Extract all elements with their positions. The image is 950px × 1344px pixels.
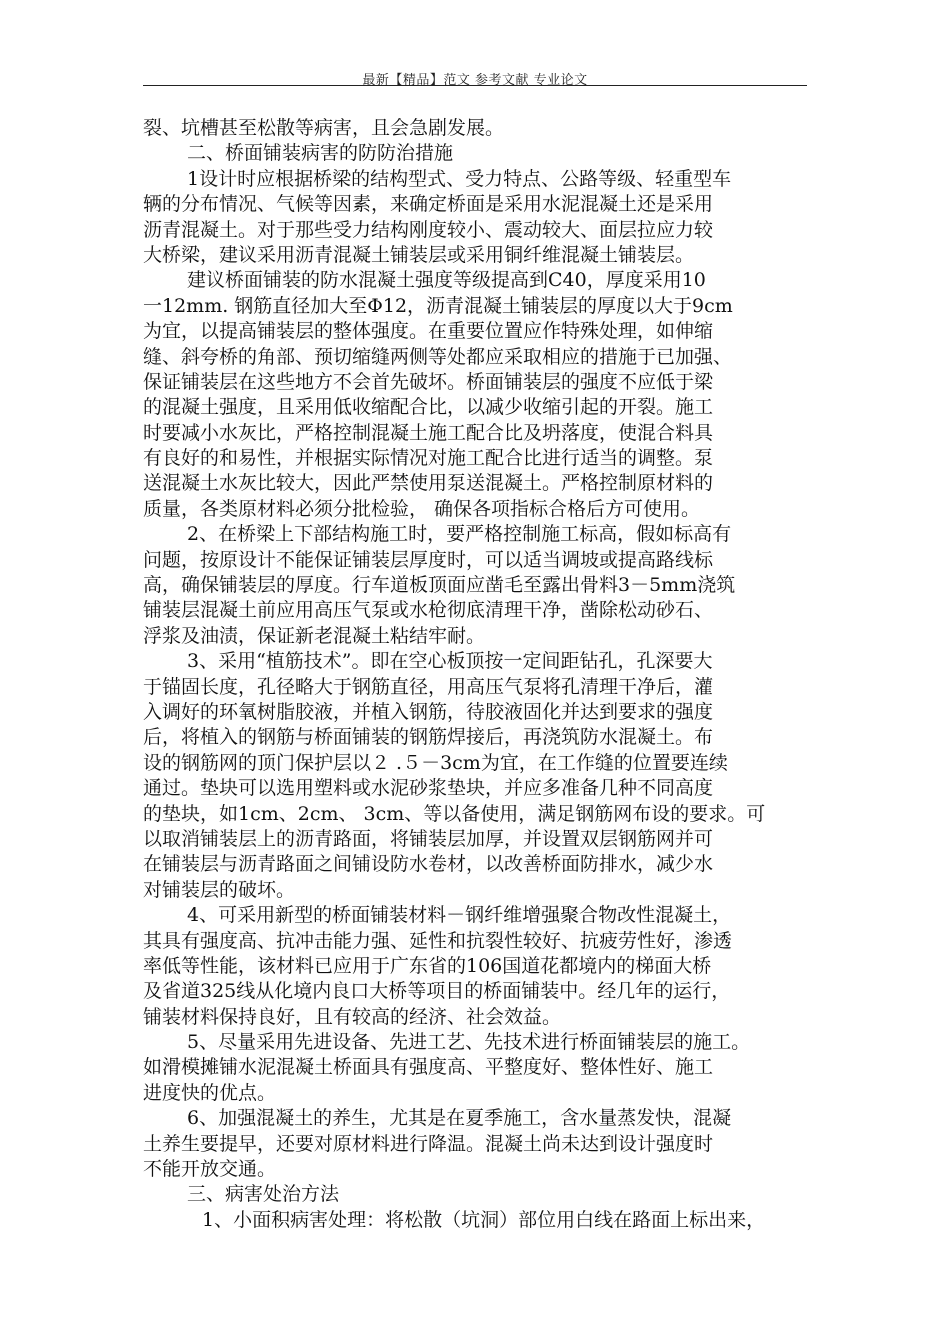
text-line: 建议桥面铺装的防水混凝土强度等级提高到C40，厚度采用10	[187, 269, 706, 292]
text-line: 时要减小水灰比，严格控制混凝土施工配合比及坍落度，使混合料具	[143, 421, 714, 444]
text-line: 以取消铺装层上的沥青路面，将铺装层加厚，并设置双层钢筋网并可	[143, 827, 714, 850]
text-line: 土养生要提早，还要对原材料进行降温。混凝土尚未达到设计强度时	[143, 1132, 714, 1155]
text-line: 1、小面积病害处理：将松散（坑洞）部位用白线在路面上标出来，	[202, 1208, 766, 1231]
text-line: 铺装材料保持良好，且有较高的经济、社会效益。	[143, 1005, 562, 1028]
text-line: 3、采用“植筋技术”。即在空心板顶按一定间距钻孔，孔深要大	[187, 650, 713, 673]
text-line: 及省道325线从化境内良口大桥等项目的桥面铺装中。经几年的运行，	[143, 980, 731, 1003]
text-line: 其具有强度高、抗冲击能力强、延性和抗裂性较好、抗疲劳性好，渗透	[143, 929, 733, 952]
text-line: 为宜，以提高铺装层的整体强度。在重要位置应作特殊处理，如伸缩	[143, 320, 714, 343]
text-line: 不能开放交通。	[143, 1158, 277, 1181]
text-line: 率低等性能，该材料已应用于广东省的106国道花都境内的梯面大桥	[143, 954, 712, 977]
text-line: 大桥梁，建议采用沥青混凝土铺装层或采用铜纤维混凝土铺装层。	[143, 243, 695, 266]
text-line: 辆的分布情况、气候等因素，来确定桥面是采用水泥混凝土还是采用	[143, 193, 714, 216]
text-line: 如滑模摊铺水泥混凝土桥面具有强度高、平整度好、整体性好、施工	[143, 1056, 714, 1079]
text-line: 有良好的和易性，并根据实际情况对施工配合比进行适当的调整。泵	[143, 447, 714, 470]
text-line: 沥青混凝土。对于那些受力结构刚度较小、震动较大、面层拉应力较	[143, 218, 714, 241]
text-line: 后，将植入的钢筋与桥面铺装的钢筋焊接后，再浇筑防水混凝土。布	[143, 726, 714, 749]
text-line: 保证铺装层在这些地方不会首先破坏。桥面铺装层的强度不应低于梁	[143, 370, 714, 393]
section-heading: 三、病害处治方法	[187, 1183, 340, 1206]
text-line: 入调好的环氧树脂胶液，并植入钢筋，待胶液固化并达到要求的强度	[143, 700, 714, 723]
header-divider	[143, 85, 807, 86]
text-line: 裂、坑槽甚至松散等病害，且会急剧发展。	[143, 117, 505, 139]
text-line: 对铺装层的破坏。	[143, 878, 296, 901]
section-heading: 二、桥面铺装病害的防防治措施	[187, 142, 454, 165]
text-line: 4、可采用新型的桥面铺装材料－钢纤维增强聚合物改性混凝土，	[187, 904, 732, 927]
text-line: 6、加强混凝土的养生，尤其是在夏季施工，含水量蒸发快，混凝	[187, 1107, 732, 1130]
text-line: 质量，各类原材料必须分批检验， 确保各项指标合格后方可使用。	[143, 497, 701, 520]
text-line: 5、尽量采用先进设备、先进工艺、先技术进行桥面铺装层的施工。	[187, 1031, 751, 1054]
text-line: 通过。垫块可以选用塑料或水泥砂浆垫块，并应多准备几种不同高度	[143, 777, 714, 800]
text-line: 1设计时应根据桥梁的结构型式、受力特点、公路等级、轻重型车	[187, 167, 732, 190]
text-line: 缝、斜夸桥的角部、预切缩缝两侧等处都应采取相应的措施于已加强、	[143, 345, 733, 368]
text-line: 浮浆及油渍，保证新老混凝土粘结牢耐。	[143, 624, 486, 647]
text-line: 设的钢筋网的顶门保护层以２ .５－3cm为宜，在工作缝的位置要连续	[143, 751, 728, 774]
body-text	[143, 116, 823, 1233]
text-line: 的混凝土强度，且采用低收缩配合比，以减少收缩引起的开裂。施工	[143, 396, 714, 419]
text-line: 铺装层混凝土前应用高压气泵或水枪彻底清理干净，凿除松动砂石、	[143, 599, 714, 622]
text-line: 进度快的优点。	[143, 1081, 277, 1104]
text-line: 高，确保铺装层的厚度。行车道板顶面应凿毛至露出骨料3－5mm浇筑	[143, 574, 736, 597]
page-header: 最新【精品】范文 参考文献 专业论文	[362, 73, 588, 88]
text-line: 在铺装层与沥青路面之间铺设防水卷材，以改善桥面防排水，减少水	[143, 853, 714, 876]
text-line: 于锚固长度，孔径略大于钢筋直径，用高压气泵将孔清理干净后，灌	[143, 675, 714, 698]
text-line: 的垫块，如1cm、2cm、 3cm、等以备使用，满足钢筋网布设的要求。可	[143, 802, 766, 825]
text-line: 一12mm. 钢筋直径加大至Φ12，沥青混凝土铺装层的厚度以大于9cm	[143, 294, 733, 317]
text-line: 2、在桥梁上下部结构施工时，要严格控制施工标高，假如标高有	[187, 523, 732, 546]
text-line: 送混凝土水灰比较大，因此严禁使用泵送混凝土。严格控制原材料的	[143, 472, 714, 495]
text-line: 问题，按原设计不能保证铺装层厚度时，可以适当调坡或提高路线标	[143, 548, 714, 571]
